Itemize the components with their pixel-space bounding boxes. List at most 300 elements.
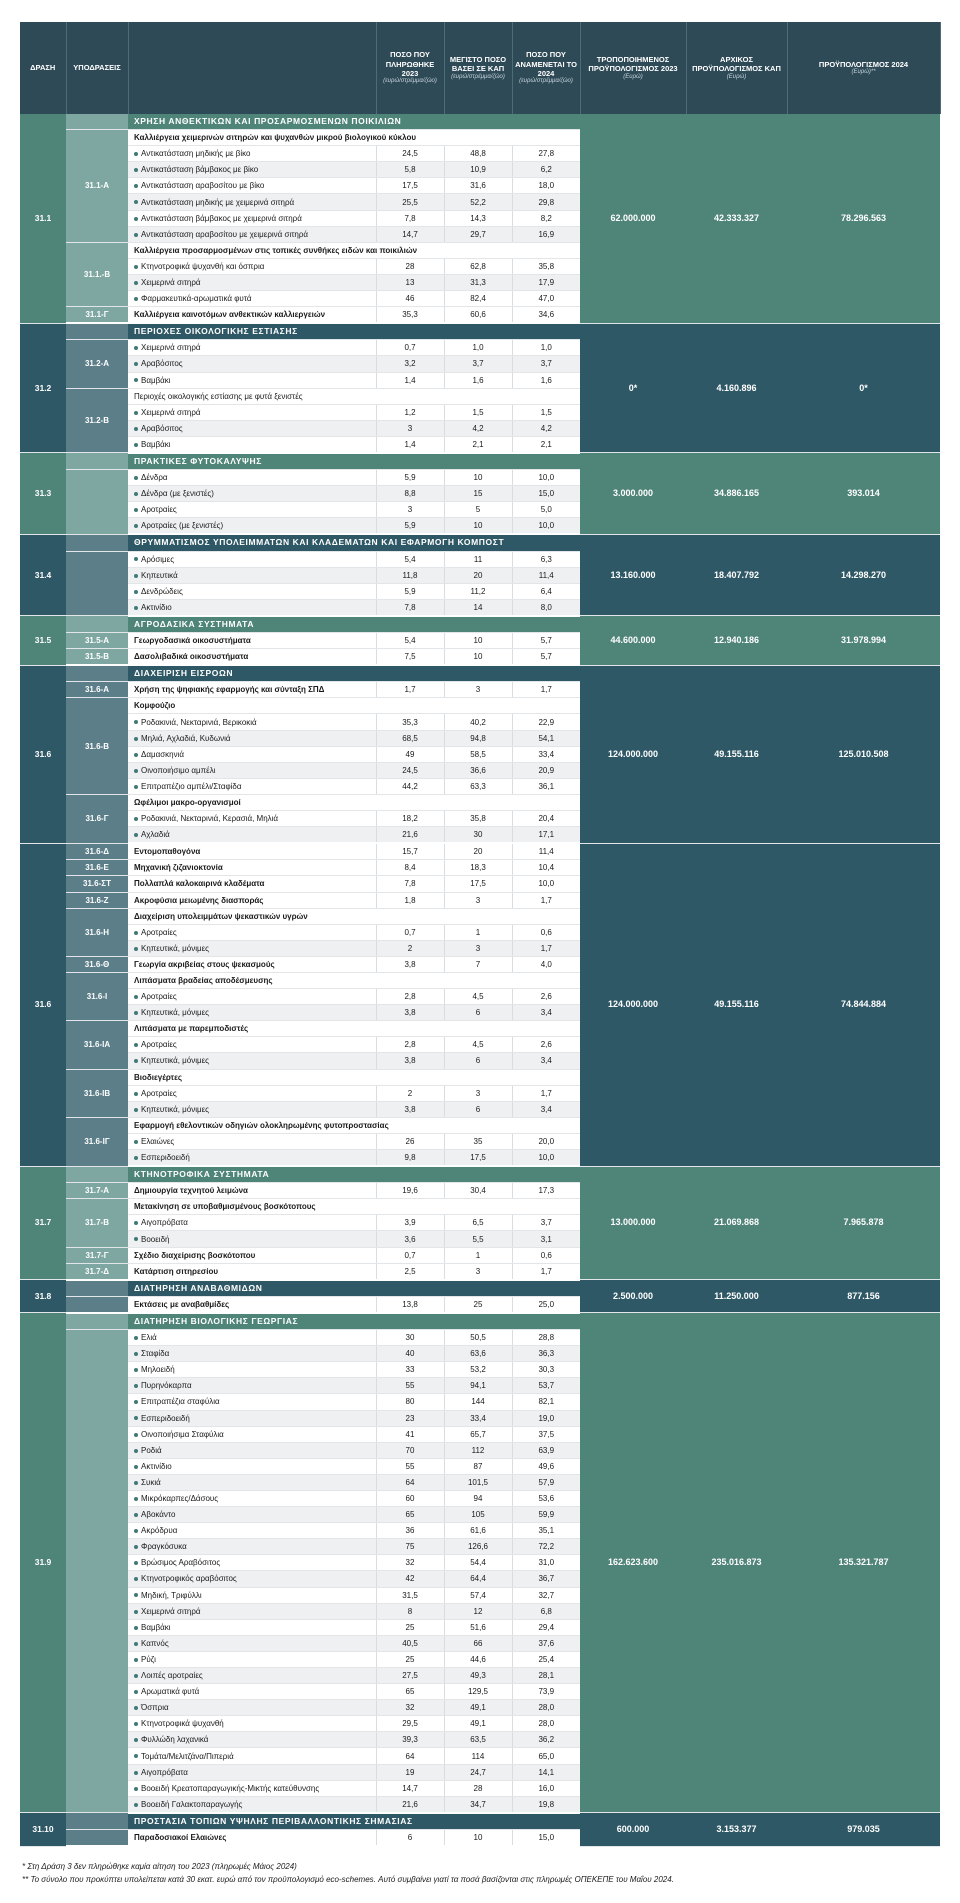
row-label-text: Χειμερινά σιτηρά bbox=[141, 1606, 201, 1616]
row-label-text: Κομφούζιο bbox=[134, 701, 176, 711]
row-label-text: Αροτραίες (με ξενιστές) bbox=[141, 521, 224, 531]
revised-budget-2023: 44.600.000 bbox=[580, 616, 686, 665]
row-label bbox=[128, 1101, 376, 1117]
bullet-icon bbox=[134, 1433, 138, 1437]
row-label-text: Ροδακινιά, Νεκταρινιά, Βερικοκιά bbox=[141, 717, 257, 727]
budget-2024: 31.978.994 bbox=[787, 616, 940, 665]
row-label-text: Ροδιά bbox=[141, 1445, 162, 1455]
paid-2023-value: 5,4 bbox=[376, 633, 444, 649]
row-label bbox=[128, 972, 580, 988]
bullet-icon bbox=[134, 1465, 138, 1469]
subaction-code: 31.1.-Β bbox=[66, 242, 128, 306]
max-cap-value: 25 bbox=[444, 1296, 512, 1313]
row-label-text: Μηχανική ζιζανιοκτονία bbox=[134, 863, 223, 873]
row-label bbox=[128, 1780, 376, 1796]
row-label bbox=[128, 1231, 376, 1247]
expected-2024-value: 4,0 bbox=[512, 956, 580, 972]
subaction-code: 31.6-ΙΒ bbox=[66, 1069, 128, 1117]
paid-2023-value: 2 bbox=[376, 940, 444, 956]
max-cap-value: 11 bbox=[444, 551, 512, 567]
section-title: ΔΙΑΤΗΡΗΣΗ ΒΙΟΛΟΓΙΚΗΣ ΓΕΩΡΓΙΑΣ bbox=[128, 1313, 580, 1330]
paid-2023-value: 8 bbox=[376, 1603, 444, 1619]
row-label bbox=[128, 1296, 376, 1313]
paid-2023-value: 80 bbox=[376, 1394, 444, 1410]
paid-2023-value: 46 bbox=[376, 291, 444, 307]
row-label bbox=[128, 1005, 376, 1021]
bullet-icon bbox=[134, 411, 138, 415]
budget-2024: 877.156 bbox=[787, 1280, 940, 1313]
max-cap-value: 44,6 bbox=[444, 1651, 512, 1667]
row-label-text: Κηπευτικά, μόνιμες bbox=[141, 1056, 210, 1066]
expected-2024-value: 53,6 bbox=[512, 1490, 580, 1506]
bullet-icon bbox=[134, 1092, 138, 1096]
max-cap-value: 35 bbox=[444, 1133, 512, 1149]
paid-2023-value: 26 bbox=[376, 1133, 444, 1149]
row-label-text: Κτηνοτροφικά ψυχανθή bbox=[141, 1719, 224, 1729]
footnote-1: * Στη Δράση 3 δεν πληρώθηκε καμία αίτηση του 2023 (πληρωμές Μάιος 2024) bbox=[22, 1862, 297, 1871]
row-label-text: Εκτάσεις με αναβαθμίδες bbox=[134, 1299, 230, 1309]
row-label-text: Αβοκάντο bbox=[141, 1510, 176, 1520]
section-title-row bbox=[20, 114, 940, 130]
max-cap-value: 1,6 bbox=[444, 372, 512, 388]
max-cap-value: 1 bbox=[444, 1247, 512, 1263]
bullet-icon bbox=[134, 1738, 138, 1742]
expected-2024-value: 49,6 bbox=[512, 1458, 580, 1474]
subaction-code bbox=[66, 453, 128, 470]
expected-2024-value: 82,1 bbox=[512, 1394, 580, 1410]
row-label bbox=[128, 436, 376, 453]
max-cap-value: 49,3 bbox=[444, 1668, 512, 1684]
row-label bbox=[128, 892, 376, 908]
section-title-row bbox=[20, 323, 940, 340]
paid-2023-value: 17,5 bbox=[376, 178, 444, 194]
paid-2023-value: 8,4 bbox=[376, 860, 444, 876]
expected-2024-value: 34,6 bbox=[512, 307, 580, 324]
paid-2023-value: 5,9 bbox=[376, 583, 444, 599]
row-label-text: Κηπευτικά bbox=[141, 570, 178, 580]
paid-2023-value: 18,2 bbox=[376, 811, 444, 827]
paid-2023-value: 14,7 bbox=[376, 226, 444, 242]
expected-2024-value: 11,4 bbox=[512, 843, 580, 860]
row-label-text: Χειμερινά σιτηρά bbox=[141, 407, 201, 417]
expected-2024-value: 0,6 bbox=[512, 1247, 580, 1263]
max-cap-value: 31,3 bbox=[444, 274, 512, 290]
max-cap-value: 18,3 bbox=[444, 860, 512, 876]
row-label-text: Μηλιά, Αχλαδιά, Κυδωνιά bbox=[141, 733, 231, 743]
bullet-icon bbox=[134, 995, 138, 999]
row-label-text: Συκιά bbox=[141, 1477, 161, 1487]
bullet-icon bbox=[134, 1754, 138, 1758]
row-label-text: Λιπάσματα βραδείας αποδέσμευσης bbox=[134, 976, 273, 986]
row-label-text: Καπνός bbox=[141, 1638, 169, 1648]
subaction-code: 31.6-Η bbox=[66, 908, 128, 956]
max-cap-value: 30,4 bbox=[444, 1183, 512, 1199]
row-label-text: Αχλαδιά bbox=[141, 830, 170, 840]
bullet-icon bbox=[134, 1722, 138, 1726]
subaction-code: 31.6-Ε bbox=[66, 860, 128, 876]
section-title: ΔΙΑΧΕΙΡΙΣΗ ΕΙΣΡΟΩΝ bbox=[128, 665, 580, 682]
revised-budget-2023: 3.000.000 bbox=[580, 453, 686, 534]
bullet-icon bbox=[134, 297, 138, 301]
row-label-text: Δασολιβαδικά οικοσυστήματα bbox=[134, 652, 249, 662]
col-header-budget-2024: ΠΡΟΫΠΟΛΟΓΙΣΜΟΣ 2024 (Ευρώ)** bbox=[787, 22, 940, 114]
bullet-icon bbox=[134, 346, 138, 350]
bullet-icon bbox=[134, 265, 138, 269]
bullet-icon bbox=[134, 1156, 138, 1160]
max-cap-value: 34,7 bbox=[444, 1796, 512, 1813]
subaction-code bbox=[66, 114, 128, 130]
subaction-code: 31.6-Α bbox=[66, 682, 128, 698]
row-label-text: Επιτραπέζιο αμπέλι/Σταφίδα bbox=[141, 781, 242, 791]
paid-2023-value: 32 bbox=[376, 1700, 444, 1716]
expected-2024-value: 1,7 bbox=[512, 940, 580, 956]
row-label bbox=[128, 940, 376, 956]
row-label bbox=[128, 1651, 376, 1667]
bullet-icon bbox=[134, 1481, 138, 1485]
row-label-text: Σχέδιο διαχείρισης βοσκότοπου bbox=[134, 1250, 256, 1260]
expected-2024-value: 54,1 bbox=[512, 730, 580, 746]
expected-2024-value: 2,6 bbox=[512, 989, 580, 1005]
paid-2023-value: 21,6 bbox=[376, 1796, 444, 1813]
expected-2024-value: 35,1 bbox=[512, 1523, 580, 1539]
expected-2024-value: 31,0 bbox=[512, 1555, 580, 1571]
expected-2024-value: 6,3 bbox=[512, 551, 580, 567]
max-cap-value: 10 bbox=[444, 1829, 512, 1846]
paid-2023-value: 1,4 bbox=[376, 436, 444, 453]
col-header-action: ΔΡΑΣΗ bbox=[20, 22, 66, 114]
row-label-text: Αρωματικά φυτά bbox=[141, 1687, 200, 1697]
row-label-text: Επιτραπέζια σταφύλια bbox=[141, 1397, 220, 1407]
paid-2023-value: 0,7 bbox=[376, 340, 444, 356]
row-label bbox=[128, 1458, 376, 1474]
bullet-icon bbox=[134, 606, 138, 610]
paid-2023-value: 7,8 bbox=[376, 599, 444, 616]
row-label-text: Μηλοειδή bbox=[141, 1365, 175, 1375]
action-code: 31.5 bbox=[20, 616, 66, 665]
paid-2023-value: 40,5 bbox=[376, 1635, 444, 1651]
bullet-icon bbox=[134, 168, 138, 172]
max-cap-value: 5 bbox=[444, 502, 512, 518]
section-title: ΠΡΟΣΤΑΣΙΑ ΤΟΠΙΩΝ ΥΨΗΛΗΣ ΠΕΡΙΒΑΛΛΟΝΤΙΚΗΣ ΣΗΜΑΣΙΑΣ bbox=[128, 1813, 580, 1830]
subaction-code bbox=[66, 1813, 128, 1830]
expected-2024-value: 3,7 bbox=[512, 1215, 580, 1231]
expected-2024-value: 4,2 bbox=[512, 420, 580, 436]
row-label bbox=[128, 291, 376, 307]
row-label-text: Δαμασκηνιά bbox=[141, 749, 184, 759]
row-label bbox=[128, 714, 376, 730]
paid-2023-value: 24,5 bbox=[376, 146, 444, 162]
row-label bbox=[128, 242, 580, 258]
row-label bbox=[128, 860, 376, 876]
max-cap-value: 61,6 bbox=[444, 1523, 512, 1539]
expected-2024-value: 1,7 bbox=[512, 1263, 580, 1280]
expected-2024-value: 28,0 bbox=[512, 1716, 580, 1732]
row-label bbox=[128, 1021, 580, 1037]
bullet-icon bbox=[134, 931, 138, 935]
bullet-icon bbox=[134, 1108, 138, 1112]
row-label bbox=[128, 226, 376, 242]
row-label bbox=[128, 843, 376, 860]
row-label-text: Καλλιέργεια προσαρμοσμένων στις τοπικές συνθήκες ειδών και ποικιλιών bbox=[134, 245, 418, 255]
paid-2023-value: 27,5 bbox=[376, 1668, 444, 1684]
max-cap-value: 29,7 bbox=[444, 226, 512, 242]
bullet-icon bbox=[134, 557, 138, 561]
action-code: 31.1 bbox=[20, 114, 66, 323]
row-label bbox=[128, 1684, 376, 1700]
expected-2024-value: 18,0 bbox=[512, 178, 580, 194]
bullet-icon bbox=[134, 1706, 138, 1710]
row-label bbox=[128, 340, 376, 356]
row-label bbox=[128, 551, 376, 567]
bullet-icon bbox=[134, 737, 138, 741]
initial-budget-cap: 18.407.792 bbox=[686, 534, 787, 615]
budget-2024: 7.965.878 bbox=[787, 1166, 940, 1280]
max-cap-value: 114 bbox=[444, 1748, 512, 1764]
row-label-text: Περιοχές οικολογικής εστίασης με φυτά ξενιστές bbox=[134, 391, 303, 401]
paid-2023-value: 36 bbox=[376, 1523, 444, 1539]
subaction-code: 31.5-Α bbox=[66, 633, 128, 649]
expected-2024-value: 53,7 bbox=[512, 1378, 580, 1394]
bullet-icon bbox=[134, 1513, 138, 1517]
expected-2024-value: 17,9 bbox=[512, 274, 580, 290]
subaction-code bbox=[66, 470, 128, 535]
row-label bbox=[128, 274, 376, 290]
max-cap-value: 82,4 bbox=[444, 291, 512, 307]
expected-2024-value: 72,2 bbox=[512, 1539, 580, 1555]
row-label bbox=[128, 502, 376, 518]
row-label bbox=[128, 794, 580, 810]
max-cap-value: 94 bbox=[444, 1490, 512, 1506]
expected-2024-value: 15,0 bbox=[512, 486, 580, 502]
row-label bbox=[128, 1555, 376, 1571]
row-label bbox=[128, 388, 580, 404]
bullet-icon bbox=[134, 1497, 138, 1501]
paid-2023-value: 65 bbox=[376, 1684, 444, 1700]
row-label-text: Βιοδιεγέρτες bbox=[134, 1072, 183, 1082]
row-label bbox=[128, 518, 376, 535]
row-label-text: Αιγοπρόβατα bbox=[141, 1767, 188, 1777]
bullet-icon bbox=[134, 378, 138, 382]
row-label bbox=[128, 1635, 376, 1651]
max-cap-value: 11,2 bbox=[444, 583, 512, 599]
max-cap-value: 10 bbox=[444, 470, 512, 486]
row-label bbox=[128, 908, 580, 924]
max-cap-value: 10 bbox=[444, 649, 512, 666]
row-label bbox=[128, 1263, 376, 1280]
row-label-text: Καλλιέργεια χειμερινών σιτηρών και ψυχανθών μικρού βιολογικού κύκλου bbox=[134, 133, 417, 143]
row-label-text: Ακρόδρυα bbox=[141, 1526, 178, 1536]
paid-2023-value: 15,7 bbox=[376, 843, 444, 860]
bullet-icon bbox=[134, 574, 138, 578]
row-label-text: Παραδοσιακοί Ελαιώνες bbox=[134, 1832, 227, 1842]
eco-schemes-budget-table bbox=[20, 22, 941, 1847]
paid-2023-value: 25 bbox=[376, 1619, 444, 1635]
expected-2024-value: 37,5 bbox=[512, 1426, 580, 1442]
paid-2023-value: 1,8 bbox=[376, 892, 444, 908]
paid-2023-value: 0,7 bbox=[376, 924, 444, 940]
action-code: 31.7 bbox=[20, 1166, 66, 1280]
col-header-subactions: ΥΠΟΔΡΑΣΕΙΣ bbox=[66, 22, 128, 114]
row-label-text: Ρύζι bbox=[141, 1654, 156, 1664]
section-title-row bbox=[20, 1813, 940, 1830]
row-label-text: Γεωργία ακριβείας στους ψεκασμούς bbox=[134, 959, 275, 969]
budget-2024: 135.321.787 bbox=[787, 1313, 940, 1813]
row-label-text: Σταφίδα bbox=[141, 1349, 170, 1359]
table-row bbox=[20, 843, 940, 860]
action-code: 31.8 bbox=[20, 1280, 66, 1313]
row-label bbox=[128, 420, 376, 436]
max-cap-value: 51,6 bbox=[444, 1619, 512, 1635]
row-label bbox=[128, 1247, 376, 1263]
subaction-code: 31.7-Α bbox=[66, 1183, 128, 1199]
paid-2023-value: 2,8 bbox=[376, 1037, 444, 1053]
expected-2024-value: 20,0 bbox=[512, 1133, 580, 1149]
row-label-text: Διαχείριση υπολειμμάτων ψεκαστικών υγρών bbox=[134, 911, 308, 921]
expected-2024-value: 28,8 bbox=[512, 1330, 580, 1346]
max-cap-value: 40,2 bbox=[444, 714, 512, 730]
initial-budget-cap: 34.886.165 bbox=[686, 453, 787, 534]
paid-2023-value: 5,9 bbox=[376, 518, 444, 535]
section-title-row bbox=[20, 534, 940, 551]
action-code: 31.6 bbox=[20, 665, 66, 843]
section-title-row bbox=[20, 665, 940, 682]
initial-budget-cap: 3.153.377 bbox=[686, 1813, 787, 1846]
row-label-text: Κηπευτικά, μόνιμες bbox=[141, 943, 210, 953]
section-title: ΚΤΗΝΟΤΡΟΦΙΚΑ ΣΥΣΤΗΜΑΤΑ bbox=[128, 1166, 580, 1183]
row-label bbox=[128, 1085, 376, 1101]
revised-budget-2023: 162.623.600 bbox=[580, 1313, 686, 1813]
bullet-icon bbox=[134, 184, 138, 188]
row-label-text: Αντικατάσταση βάμβακος με βίκο bbox=[141, 165, 259, 175]
paid-2023-value: 2 bbox=[376, 1085, 444, 1101]
subaction-code: 31.1-Α bbox=[66, 130, 128, 243]
expected-2024-value: 37,6 bbox=[512, 1635, 580, 1651]
paid-2023-value: 30 bbox=[376, 1330, 444, 1346]
subaction-code bbox=[66, 551, 128, 616]
paid-2023-value: 13,8 bbox=[376, 1296, 444, 1313]
paid-2023-value: 64 bbox=[376, 1748, 444, 1764]
row-label bbox=[128, 649, 376, 666]
row-label-text: Δημιουργία τεχνητού λειμώνα bbox=[134, 1186, 248, 1196]
paid-2023-value: 55 bbox=[376, 1458, 444, 1474]
row-label bbox=[128, 567, 376, 583]
expected-2024-value: 36,2 bbox=[512, 1732, 580, 1748]
paid-2023-value: 41 bbox=[376, 1426, 444, 1442]
expected-2024-value: 57,9 bbox=[512, 1474, 580, 1490]
max-cap-value: 17,5 bbox=[444, 1150, 512, 1167]
bullet-icon bbox=[134, 1352, 138, 1356]
paid-2023-value: 3,2 bbox=[376, 356, 444, 372]
subaction-code bbox=[66, 1330, 128, 1813]
paid-2023-value: 3,6 bbox=[376, 1231, 444, 1247]
paid-2023-value: 39,3 bbox=[376, 1732, 444, 1748]
expected-2024-value: 29,4 bbox=[512, 1619, 580, 1635]
paid-2023-value: 42 bbox=[376, 1571, 444, 1587]
paid-2023-value: 1,2 bbox=[376, 404, 444, 420]
bullet-icon bbox=[134, 720, 138, 724]
budget-2024: 74.844.884 bbox=[787, 843, 940, 1166]
subaction-code: 31.6-Ι bbox=[66, 972, 128, 1020]
row-label-text: Χειμερινά σιτηρά bbox=[141, 277, 201, 287]
paid-2023-value: 7,8 bbox=[376, 210, 444, 226]
bullet-icon bbox=[134, 817, 138, 821]
row-label bbox=[128, 1796, 376, 1813]
row-label-text: Μικρόκαρπες/Δάσους bbox=[141, 1494, 219, 1504]
expected-2024-value: 27,8 bbox=[512, 146, 580, 162]
row-label-text: Φαρμακευτικά-αρωματικά φυτά bbox=[141, 294, 252, 304]
row-label-text: Αραβόσιτος bbox=[141, 423, 183, 433]
subaction-code: 31.7-Γ bbox=[66, 1247, 128, 1263]
paid-2023-value: 11,8 bbox=[376, 567, 444, 583]
footnotes bbox=[22, 1860, 922, 1886]
row-label bbox=[128, 1764, 376, 1780]
subaction-code bbox=[66, 534, 128, 551]
paid-2023-value: 21,6 bbox=[376, 827, 444, 844]
row-label-text: Βαμβάκι bbox=[141, 439, 171, 449]
expected-2024-value: 59,9 bbox=[512, 1507, 580, 1523]
max-cap-value: 31,6 bbox=[444, 178, 512, 194]
max-cap-value: 112 bbox=[444, 1442, 512, 1458]
row-label bbox=[128, 194, 376, 210]
budget-2024: 979.035 bbox=[787, 1813, 940, 1846]
subaction-code: 31.1-Γ bbox=[66, 307, 128, 324]
row-label-text: Βοοειδή Κρεατοπαραγωγικής-Μικτής κατεύθυνσης bbox=[141, 1783, 320, 1793]
expected-2024-value: 20,9 bbox=[512, 762, 580, 778]
subaction-code: 31.6-Δ bbox=[66, 843, 128, 860]
bullet-icon bbox=[134, 769, 138, 773]
expected-2024-value: 3,7 bbox=[512, 356, 580, 372]
max-cap-value: 6 bbox=[444, 1101, 512, 1117]
paid-2023-value: 3,9 bbox=[376, 1215, 444, 1231]
max-cap-value: 129,5 bbox=[444, 1684, 512, 1700]
bullet-icon bbox=[134, 1642, 138, 1646]
max-cap-value: 48,8 bbox=[444, 146, 512, 162]
budget-2024: 125.010.508 bbox=[787, 665, 940, 843]
subaction-code: 31.2-Β bbox=[66, 388, 128, 453]
subaction-code: 31.7-Δ bbox=[66, 1263, 128, 1280]
budget-2024: 14.298.270 bbox=[787, 534, 940, 615]
row-label bbox=[128, 1603, 376, 1619]
bullet-icon bbox=[134, 1400, 138, 1404]
max-cap-value: 87 bbox=[444, 1458, 512, 1474]
row-label-text: Οινοποιήσιμο αμπέλι bbox=[141, 765, 216, 775]
action-code: 31.2 bbox=[20, 323, 66, 453]
paid-2023-value: 7,5 bbox=[376, 649, 444, 666]
bullet-icon bbox=[134, 1674, 138, 1678]
subaction-code bbox=[66, 323, 128, 340]
max-cap-value: 10 bbox=[444, 518, 512, 535]
paid-2023-value: 65 bbox=[376, 1507, 444, 1523]
bullet-icon bbox=[134, 492, 138, 496]
section-title-row bbox=[20, 616, 940, 633]
expected-2024-value: 6,8 bbox=[512, 1603, 580, 1619]
paid-2023-value: 32 bbox=[376, 1555, 444, 1571]
expected-2024-value: 5,7 bbox=[512, 633, 580, 649]
row-label bbox=[128, 470, 376, 486]
expected-2024-value: 16,9 bbox=[512, 226, 580, 242]
paid-2023-value: 31,5 bbox=[376, 1587, 444, 1603]
expected-2024-value: 22,9 bbox=[512, 714, 580, 730]
row-label-text: Ωφέλιμοι μακρο-οργανισμοί bbox=[134, 797, 241, 807]
max-cap-value: 7 bbox=[444, 956, 512, 972]
expected-2024-value: 20,4 bbox=[512, 811, 580, 827]
row-label bbox=[128, 1619, 376, 1635]
row-label bbox=[128, 1587, 376, 1603]
subaction-code: 31.6-ΙΑ bbox=[66, 1021, 128, 1069]
max-cap-value: 2,1 bbox=[444, 436, 512, 453]
budget-2024: 0* bbox=[787, 323, 940, 453]
row-label bbox=[128, 730, 376, 746]
